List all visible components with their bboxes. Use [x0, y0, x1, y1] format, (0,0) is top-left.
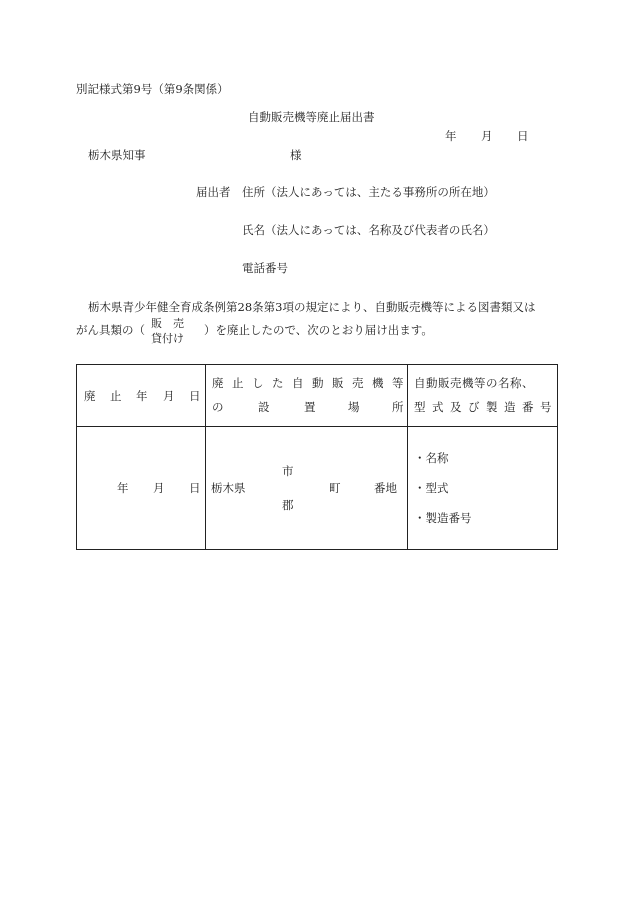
notifier-name: 氏名（法人にあっては、名称及び代表者の氏名）: [242, 223, 495, 237]
machine-serial: ・製造番号: [414, 511, 472, 525]
cell-machine-info: [408, 427, 558, 550]
header-char: 廃: [84, 389, 96, 403]
header-abolish-date: [77, 365, 206, 427]
notifier-phone: 電話番号: [242, 261, 288, 275]
form-number: 別記様式第9号（第9条関係）: [76, 82, 229, 96]
body-line-1: 栃木県青少年健全育成条例第28条第3項の規定により、自動販売機等による図書類又は: [88, 300, 536, 314]
row-date-day: 日: [189, 481, 201, 495]
header-char: 年: [136, 389, 148, 403]
body-line-2-prefix: がん具類の（: [76, 323, 145, 337]
addressee-honorific: 様: [290, 148, 302, 162]
header-char: 止: [232, 376, 244, 390]
header-char: 機: [372, 376, 384, 390]
header-char: た: [272, 376, 284, 390]
header-machine-info: [408, 365, 558, 427]
header-char: 廃: [212, 376, 224, 390]
header-char: 止: [110, 389, 122, 403]
header-char: 自: [292, 376, 304, 390]
header-char: び: [468, 400, 480, 414]
cell-install-location: [206, 427, 408, 550]
header-char: し: [252, 376, 264, 390]
location-city: 市: [282, 464, 294, 478]
header-char: 号: [540, 400, 552, 414]
notifier-label: 届出者: [196, 185, 231, 199]
header-install-location: [206, 365, 408, 427]
header-char: 型: [414, 400, 426, 414]
header-text: 自動販売機等の名称、: [414, 376, 534, 390]
date-month: 月: [481, 129, 493, 143]
header-char: 販: [332, 376, 344, 390]
header-char: 所: [392, 400, 404, 414]
header-char: 番: [522, 400, 534, 414]
header-char: 式: [432, 400, 444, 414]
header-char: 等: [392, 376, 404, 390]
table-row: [77, 427, 558, 550]
header-char: 日: [189, 389, 201, 403]
location-county: 郡: [282, 498, 294, 512]
header-char: 設: [258, 400, 270, 414]
machine-model: ・型式: [414, 481, 449, 495]
header-char: 売: [352, 376, 364, 390]
header-char: 動: [312, 376, 324, 390]
header-char: 月: [163, 389, 175, 403]
row-date-year: 年: [117, 481, 129, 495]
location-lot: 番地: [374, 481, 397, 495]
machine-name: ・名称: [414, 451, 449, 465]
date-day: 日: [517, 129, 529, 143]
row-date-month: 月: [153, 481, 165, 495]
option-lend: 貸付け: [151, 332, 184, 345]
location-town: 町: [329, 481, 341, 495]
body-line-2-suffix: ）を廃止したので、次のとおり届け出ます。: [204, 323, 433, 337]
notifier-address: 住所（法人にあっては、主たる事務所の所在地）: [242, 185, 495, 199]
header-char: 造: [504, 400, 516, 414]
table-header-row: [77, 365, 558, 427]
date-year: 年: [445, 129, 457, 143]
header-char: 置: [304, 400, 316, 414]
header-char: 製: [486, 400, 498, 414]
option-sell: 販 売: [151, 317, 184, 330]
header-char: 場: [348, 400, 360, 414]
document-title: 自動販売機等廃止届出書: [248, 110, 375, 124]
notification-table: [76, 364, 558, 550]
location-prefecture: 栃木県: [211, 481, 246, 495]
cell-abolish-date: [77, 427, 206, 550]
header-char: 及: [450, 400, 462, 414]
addressee-name: 栃木県知事: [88, 148, 146, 162]
header-char: の: [212, 400, 224, 414]
